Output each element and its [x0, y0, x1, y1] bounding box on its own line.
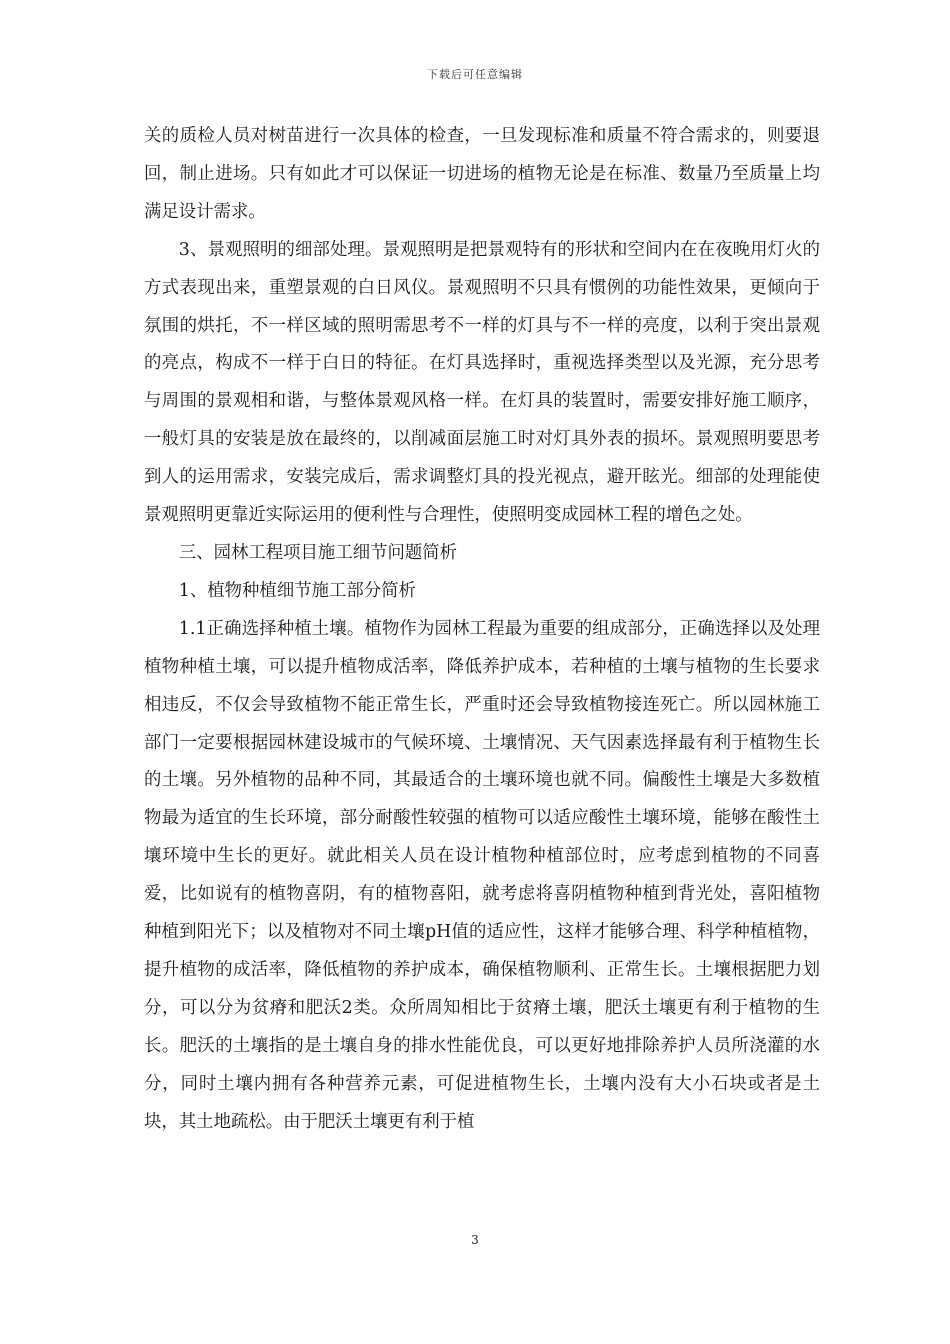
- paragraph-2: 3、景观照明的细部处理。景观照明是把景观特有的形状和空间内在在夜晚用灯火的方式表现出来，重塑景观的白日风仪。景观照明不只具有惯例的功能性效果，更倾向于氛围的烘托，不一样区域的照明需思考不一样的灯具与不一样的亮度，以利于突出景观的亮点，构成不一样于白日的特征。在灯具选择时，重视选择类型以及光源，充分思考与周围的景观相和谐，与整体景观风格一样。在灯具的装置时，需要安排好施工顺序，一般灯具的安装是放在最终的，以削减面层施工时对灯具外表的损坏。景观照明要思考到人的运用需求，安装完成后，需求调整灯具的投光视点，避开眩光。细部的处理能使景观照明更靠近实际运用的便利性与合理性，使照明变成园林工程的增色之处。: [144, 239, 820, 526]
- paragraph-1: 关的质检人员对树苗进行一次具体的检查，一旦发现标准和质量不符合需求的，则要退回，制止进场。只有如此才可以保证一切进场的植物无论是在标准、数量乃至质量上均满足设计需求。: [144, 126, 820, 222]
- subsection-heading: 1、植物种植细节施工部分简析: [178, 580, 416, 601]
- paragraph-3: 1.1正确选择种植土壤。植物作为园林工程最为重要的组成部分，正确选择以及处理植物种植土壤，可以提升植物成活率，降低养护成本，若种植的土壤与植物的生长要求相违反，不仅会导致植物不能正常生长，严重时还会导致植物接连死亡。所以园林施工部门一定要根据园林建设城市的气候环境、土壤情况、天气因素选择最有利于植物生长的土壤。另外植物的品种不同，其最适合的土壤环境也就不同。偏酸性土壤是大多数植物最为适宜的生长环境，部分耐酸性较强的植物可以适应酸性土壤环境，能够在酸性土壤环境中生长的更好。就此相关人员在设计植物种植部位时，应考虑到植物的不同喜爱，比如说有的植物喜阴，有的植物喜阳，就考虑将喜阴植物种植到背光处，喜阳植物种植到阳光下；以及植物对不同土壤pH值的适应性，这样才能够合理、科学种植植物，提升植物的成活率，降低植物的养护成本，确保植物顺利、正常生长。土壤根据肥力划分，可以分为贫瘠和肥沃2类。众所周知相比于贫瘠土壤，肥沃土壤更有利于植物的生长。肥沃的土壤指的是土壤自身的排水性能优良，可以更好地排除养护人员所浇灌的水分，同时土壤内拥有各种营养元素，可促进植物生长，土壤内没有大小石块或者是土块，其土地疏松。由于肥沃土壤更有利于植: [144, 618, 820, 1132]
- page-number: 3: [471, 1233, 479, 1247]
- section-heading: 三、园林工程项目施工细节问题简析: [178, 542, 458, 563]
- page-header: 下载后可任意编辑: [427, 68, 523, 81]
- document-body: [144, 118, 820, 1141]
